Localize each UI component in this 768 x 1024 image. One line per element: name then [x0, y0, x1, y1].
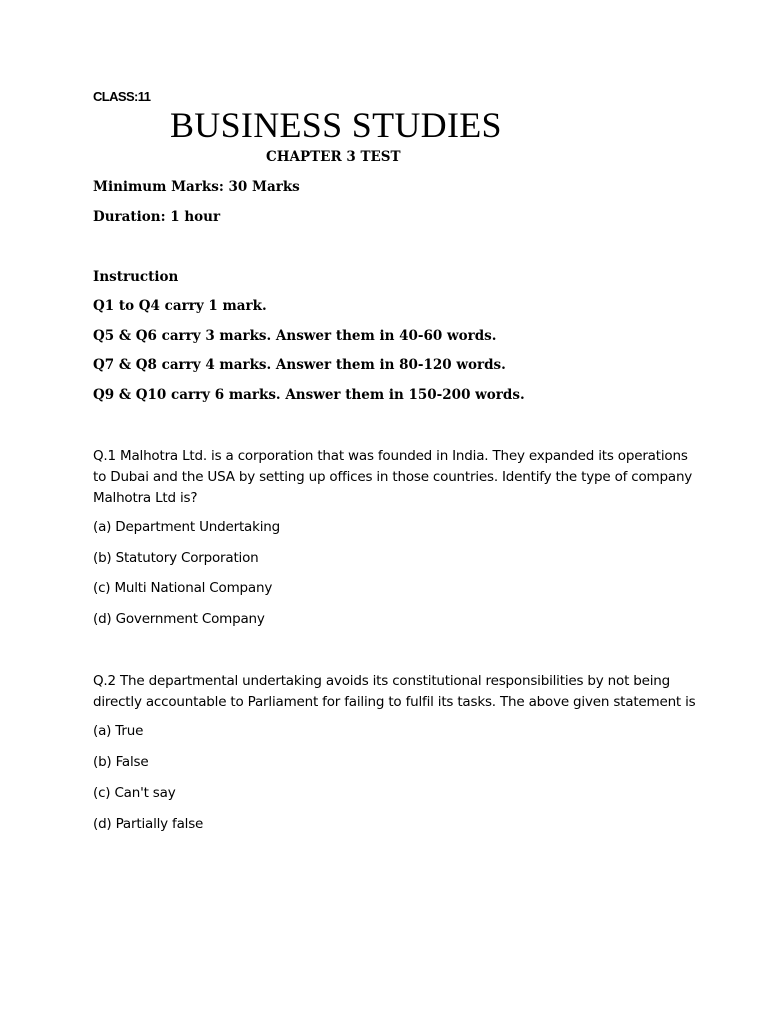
instruction-line: Q9 & Q10 carry 6 marks. Answer them in 150-200 words. — [93, 387, 525, 403]
instruction-line: Q7 & Q8 carry 4 marks. Answer them in 80-120 words. — [93, 357, 506, 373]
question-option: (d) Partially false — [93, 816, 204, 832]
question-option: (c) Can't say — [93, 785, 176, 801]
instruction-line: Q5 & Q6 carry 3 marks. Answer them in 40-60 words. — [93, 328, 497, 344]
question-option: (b) False — [93, 754, 149, 770]
minimum-marks: Minimum Marks: 30 Marks — [93, 179, 300, 195]
question-option: (c) Multi National Company — [93, 580, 273, 596]
instruction-line: Q1 to Q4 carry 1 mark. — [93, 298, 267, 314]
question-option: (d) Government Company — [93, 611, 265, 627]
class-label: CLASS:11 — [93, 89, 151, 104]
question-text: Q.1 Malhotra Ltd. is a corporation that was founded in India. They expanded its operations to Dubai and the USA by setting up offices in those countries. Identify the type of company Malhotra Ltd is? — [93, 448, 693, 506]
question-option: (b) Statutory Corporation — [93, 550, 259, 566]
question-option: (a) Department Undertaking — [93, 519, 281, 535]
question-text: Q.2 The departmental undertaking avoids its constitutional responsibilities by not being directly accountable to Parliament for failing to fulfil its tasks. The above given statement is — [93, 673, 696, 710]
question-option: (a) True — [93, 723, 144, 739]
instruction-heading: Instruction — [93, 269, 179, 285]
duration: Duration: 1 hour — [93, 209, 221, 225]
chapter-title: CHAPTER 3 TEST — [266, 149, 401, 165]
subject-title: BUSINESS STUDIES — [170, 105, 502, 145]
